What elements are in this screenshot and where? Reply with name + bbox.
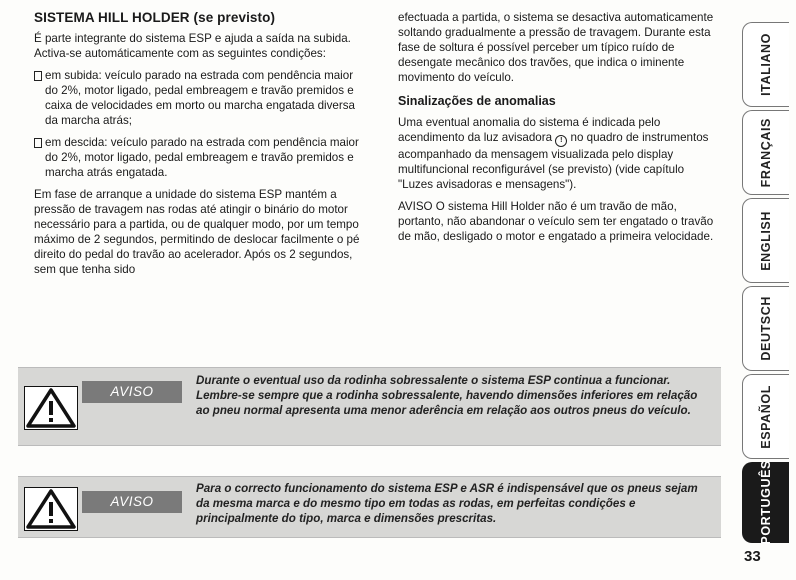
right-column bbox=[398, 10, 718, 251]
anomaly-paragraph bbox=[398, 115, 718, 192]
section-heading: Sinalizações de anomalias bbox=[398, 94, 556, 108]
page-number: 33 bbox=[744, 548, 761, 565]
left-column bbox=[34, 10, 364, 284]
list-item-text: em subida: veículo parado na estrada com pendência maior do 2%, motor ligado, pedal embreagem e travão premidos e caixa de velocidades em morto ou marcha engatada diversa da marcha atrás; bbox=[45, 69, 355, 127]
warning-triangle-icon bbox=[24, 487, 78, 531]
esp-warning-light-icon: ! bbox=[555, 135, 567, 147]
warning-triangle-icon bbox=[24, 386, 78, 430]
warning-text: Durante o eventual uso da rodinha sobressalente o sistema ESP continua a funcionar. Lembre-se sempre que a rodinha sobressalente, havendo dimensões inferiores em relação ao pneu normal apresenta uma menor aderência em relação aos outros pneus do veículo. bbox=[196, 374, 698, 417]
warning-box bbox=[18, 367, 721, 446]
tab-francais[interactable]: FRANÇAIS bbox=[742, 110, 789, 195]
tab-portugues[interactable]: PORTUGUÊS bbox=[742, 462, 789, 543]
anomaly-text-a: Uma eventual anomalia do sistema é indicada pelo acendimento da luz avisadora bbox=[398, 116, 661, 144]
checkbox-bullet-icon bbox=[34, 71, 42, 81]
warning-label: AVISO bbox=[82, 381, 182, 403]
tab-espanol[interactable]: ESPAÑOL bbox=[742, 374, 789, 459]
tab-italiano[interactable]: ITALIANO bbox=[742, 22, 789, 107]
anomaly-text-b: no quadro de instrumentos acompanhado da mensagem visualizada pelo display multifuncional reconfigurável (se previsto) (vide capítulo "Luzes avisadoras e mensagens"). bbox=[398, 131, 709, 191]
tab-deutsch[interactable]: DEUTSCH bbox=[742, 286, 789, 371]
warning-box bbox=[18, 476, 721, 538]
body-paragraph: Em fase de arranque a unidade do sistema ESP mantém a pressão de travagem nas rodas até atingir o binário do motor necessário para a partida, ou de qualquer modo, por um tempo máximo de 2 segundos, permitindo de deslocar facilmente o pé direito do pedal do travão ao acelerador. Após os 2 segundos, sem que tenha sido bbox=[34, 188, 360, 276]
warning-label: AVISO bbox=[82, 491, 182, 513]
checkbox-bullet-icon bbox=[34, 138, 42, 148]
tab-english[interactable]: ENGLISH bbox=[742, 198, 789, 283]
intro-paragraph: É parte integrante do sistema ESP e ajuda a saída na subida. Activa-se automáticamente com as seguintes condições: bbox=[34, 32, 351, 60]
list-item bbox=[34, 135, 364, 180]
section-title: SISTEMA HILL HOLDER (se previsto) bbox=[34, 10, 276, 25]
list-item bbox=[34, 68, 364, 128]
warning-text: Para o correcto funcionamento do sistema ESP e ASR é indispensável que os pneus sejam da mesma marca e do mesmo tipo em todas as rodas, em perfeitas condições e principalmente do tipo, marca e dimensões prescritas. bbox=[196, 482, 698, 525]
body-paragraph: efectuada a partida, o sistema se desactiva automaticamente soltando gradualmente a pressão de travagem. Durante esta fase de soltura é possível perceber um típico ruído de desengate mecânico dos travões, que indica o iminente movimento do veículo. bbox=[398, 11, 714, 84]
list-item-text: em descida: veículo parado na estrada com pendência maior do 2%, motor ligado, pedal embreagem e travão premidos e marcha atrás engatada. bbox=[45, 136, 359, 179]
aviso-paragraph: AVISO O sistema Hill Holder não é um travão de mão, portanto, não abandonar o veículo sem ter engatado o travão de mão, desligado o motor e engatado a primeira velocidade. bbox=[398, 200, 714, 243]
